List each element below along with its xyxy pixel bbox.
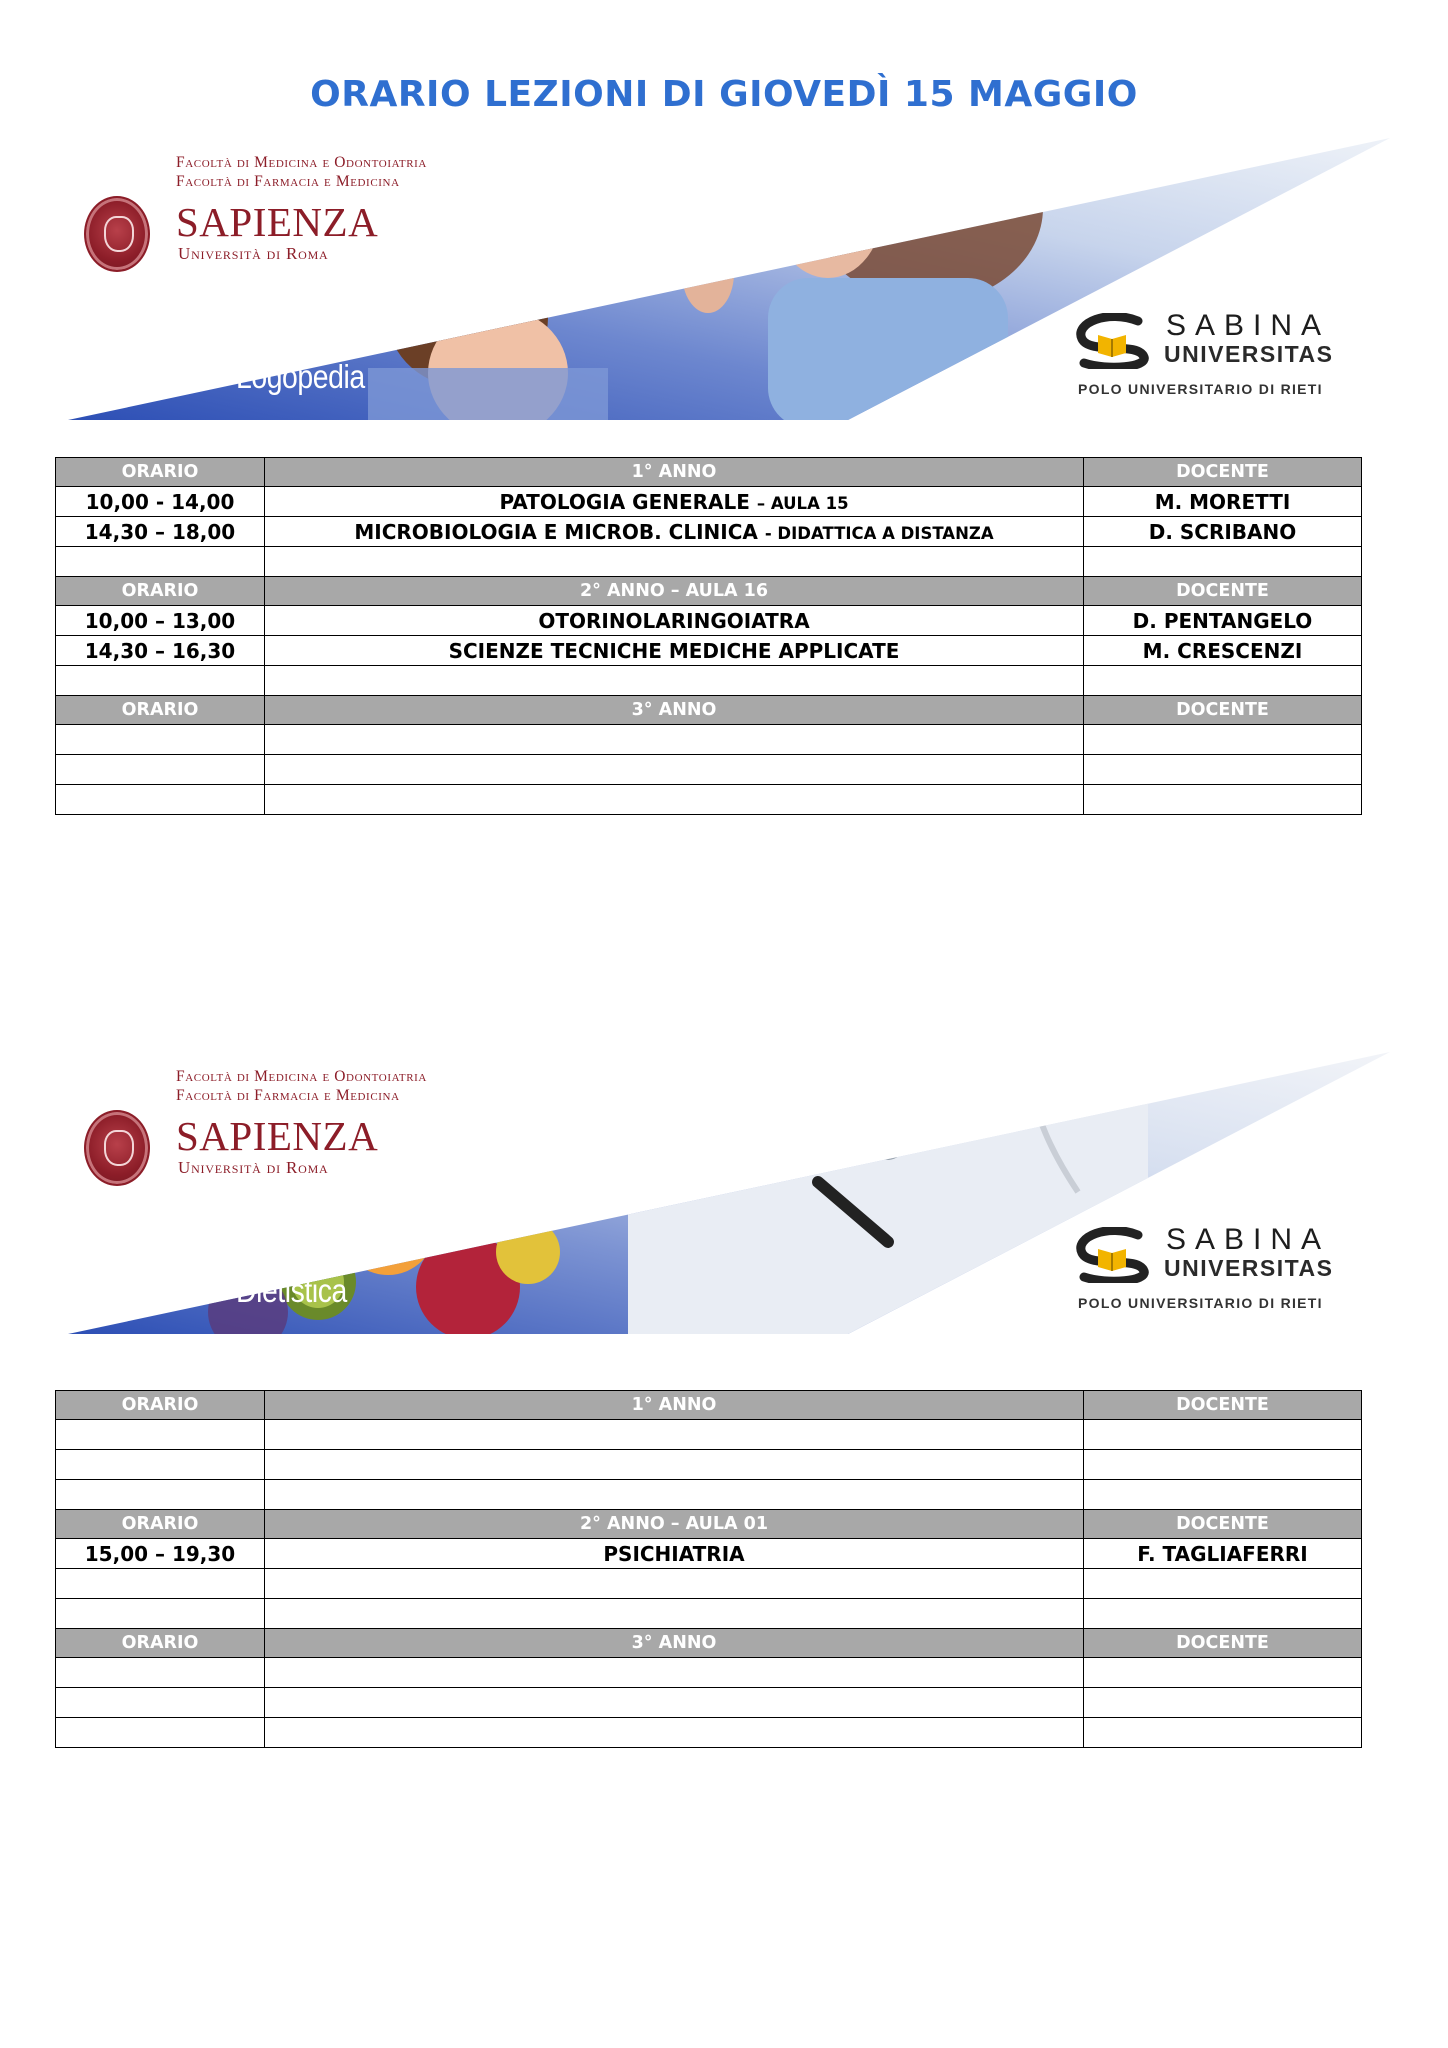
table-row bbox=[56, 1658, 1362, 1688]
table-row bbox=[56, 606, 1362, 636]
time-cell bbox=[56, 1569, 265, 1599]
time-cell bbox=[56, 1688, 265, 1718]
subject-cell bbox=[265, 666, 1084, 696]
table-row bbox=[56, 1480, 1362, 1510]
year-header: 2° ANNO – AULA 16 bbox=[265, 577, 1084, 606]
banner-dietistica bbox=[68, 1052, 1390, 1334]
subject-cell: SCIENZE TECNICHE MEDICHE APPLICATE bbox=[265, 636, 1084, 666]
partner-subtitle: UNIVERSITAS bbox=[1164, 341, 1334, 367]
table-header-row bbox=[56, 1391, 1362, 1420]
partner-name: SABINA bbox=[1166, 309, 1331, 342]
subject-cell bbox=[265, 1450, 1084, 1480]
teacher-cell: M. MORETTI bbox=[1084, 487, 1362, 517]
university-subtitle: Università di Roma bbox=[178, 244, 329, 263]
course-name: Dietistica bbox=[236, 1272, 347, 1309]
teacher-cell bbox=[1084, 547, 1362, 577]
time-cell bbox=[56, 1420, 265, 1450]
time-cell bbox=[56, 1480, 265, 1510]
table-row bbox=[56, 636, 1362, 666]
subject-cell bbox=[265, 1688, 1084, 1718]
teacher-cell: D. SCRIBANO bbox=[1084, 517, 1362, 547]
teacher-cell: M. CRESCENZI bbox=[1084, 636, 1362, 666]
teacher-cell bbox=[1084, 1599, 1362, 1629]
subject-cell bbox=[265, 487, 1084, 517]
teacher-header: DOCENTE bbox=[1084, 458, 1362, 487]
table-header-row bbox=[56, 577, 1362, 606]
sabina-book-icon bbox=[1068, 313, 1158, 369]
partner-subtitle: UNIVERSITAS bbox=[1164, 1255, 1334, 1281]
partner-tagline: POLO UNIVERSITARIO DI RIETI bbox=[1078, 1295, 1323, 1311]
teacher-cell bbox=[1084, 1688, 1362, 1718]
time-cell bbox=[56, 666, 265, 696]
time-cell: 14,30 – 16,30 bbox=[56, 636, 265, 666]
sapienza-seal-logo bbox=[84, 1110, 150, 1186]
table-row bbox=[56, 1718, 1362, 1748]
table-header-row bbox=[56, 696, 1362, 725]
teacher-cell bbox=[1084, 725, 1362, 755]
table-row bbox=[56, 1599, 1362, 1629]
table-row bbox=[56, 1688, 1362, 1718]
year-header: 1° ANNO bbox=[265, 1391, 1084, 1420]
time-cell: 10,00 - 14,00 bbox=[56, 487, 265, 517]
subject-cell bbox=[265, 517, 1084, 547]
time-cell bbox=[56, 547, 265, 577]
table-row bbox=[56, 1420, 1362, 1450]
table-row bbox=[56, 547, 1362, 577]
teacher-cell bbox=[1084, 785, 1362, 815]
year-header: 3° ANNO bbox=[265, 1629, 1084, 1658]
year-header: 3° ANNO bbox=[265, 696, 1084, 725]
sabina-universitas-logo bbox=[1068, 1217, 1388, 1327]
teacher-cell bbox=[1084, 1450, 1362, 1480]
table-row bbox=[56, 755, 1362, 785]
time-cell bbox=[56, 1658, 265, 1688]
time-cell bbox=[56, 1599, 265, 1629]
subject-cell bbox=[265, 755, 1084, 785]
table-header-row bbox=[56, 1510, 1362, 1539]
teacher-cell bbox=[1084, 1718, 1362, 1748]
teacher-cell bbox=[1084, 1569, 1362, 1599]
table-row bbox=[56, 1569, 1362, 1599]
time-header: ORARIO bbox=[56, 1391, 265, 1420]
subject-text: MICROBIOLOGIA E MICROB. CLINICA bbox=[354, 519, 758, 544]
time-header: ORARIO bbox=[56, 1629, 265, 1658]
banner-logopedia bbox=[68, 138, 1390, 420]
teacher-header: DOCENTE bbox=[1084, 577, 1362, 606]
subject-text: PATOLOGIA GENERALE bbox=[499, 489, 750, 514]
teacher-cell bbox=[1084, 666, 1362, 696]
time-header: ORARIO bbox=[56, 458, 265, 487]
subject-cell bbox=[265, 547, 1084, 577]
time-cell: 15,00 – 19,30 bbox=[56, 1539, 265, 1569]
table-header-row bbox=[56, 458, 1362, 487]
subject-cell bbox=[265, 785, 1084, 815]
faculty-line-1: Facoltà di Medicina e Odontoiatria bbox=[176, 154, 427, 171]
table-row bbox=[56, 785, 1362, 815]
time-cell bbox=[56, 1718, 265, 1748]
university-name: SAPIENZA bbox=[176, 1113, 379, 1159]
room-note: - DIDATTICA A DISTANZA bbox=[764, 523, 994, 543]
teacher-cell bbox=[1084, 1480, 1362, 1510]
subject-cell bbox=[265, 1480, 1084, 1510]
subject-cell bbox=[265, 725, 1084, 755]
teacher-header: DOCENTE bbox=[1084, 1391, 1362, 1420]
table-row bbox=[56, 725, 1362, 755]
faculty-line-2: Facoltà di Farmacia e Medicina bbox=[176, 1087, 400, 1104]
table-row bbox=[56, 487, 1362, 517]
teacher-header: DOCENTE bbox=[1084, 696, 1362, 725]
table-row bbox=[56, 1539, 1362, 1569]
sapienza-seal-logo bbox=[84, 196, 150, 272]
subject-cell: OTORINOLARINGOIATRA bbox=[265, 606, 1084, 636]
schedule-table-logopedia bbox=[55, 457, 1362, 815]
time-header: ORARIO bbox=[56, 577, 265, 606]
year-header: 2° ANNO – AULA 01 bbox=[265, 1510, 1084, 1539]
time-cell bbox=[56, 1450, 265, 1480]
teacher-header: DOCENTE bbox=[1084, 1510, 1362, 1539]
table-row bbox=[56, 517, 1362, 547]
faculty-line-1: Facoltà di Medicina e Odontoiatria bbox=[176, 1068, 427, 1085]
subject-cell bbox=[265, 1599, 1084, 1629]
teacher-header: DOCENTE bbox=[1084, 1629, 1362, 1658]
sabina-universitas-logo bbox=[1068, 303, 1388, 413]
course-name: Logopedia bbox=[236, 358, 365, 395]
university-subtitle: Università di Roma bbox=[178, 1158, 329, 1177]
table-row bbox=[56, 1450, 1362, 1480]
partner-name: SABINA bbox=[1166, 1223, 1331, 1256]
page-title: ORARIO LEZIONI DI GIOVEDÌ 15 MAGGIO bbox=[310, 74, 1138, 115]
subject-cell bbox=[265, 1569, 1084, 1599]
time-cell bbox=[56, 725, 265, 755]
teacher-cell bbox=[1084, 1658, 1362, 1688]
time-cell bbox=[56, 785, 265, 815]
teacher-cell bbox=[1084, 755, 1362, 785]
university-name: SAPIENZA bbox=[176, 199, 379, 245]
time-cell: 14,30 – 18,00 bbox=[56, 517, 265, 547]
partner-tagline: POLO UNIVERSITARIO DI RIETI bbox=[1078, 381, 1323, 397]
schedule-table-dietistica bbox=[55, 1390, 1362, 1748]
room-note: – AULA 15 bbox=[756, 493, 849, 513]
time-cell: 10,00 – 13,00 bbox=[56, 606, 265, 636]
time-cell bbox=[56, 755, 265, 785]
teacher-cell: D. PENTANGELO bbox=[1084, 606, 1362, 636]
sabina-book-icon bbox=[1068, 1227, 1158, 1283]
subject-cell bbox=[265, 1658, 1084, 1688]
subject-cell: PSICHIATRIA bbox=[265, 1539, 1084, 1569]
teacher-cell bbox=[1084, 1420, 1362, 1450]
table-row bbox=[56, 666, 1362, 696]
teacher-cell: F. TAGLIAFERRI bbox=[1084, 1539, 1362, 1569]
subject-cell bbox=[265, 1420, 1084, 1450]
time-header: ORARIO bbox=[56, 1510, 265, 1539]
time-header: ORARIO bbox=[56, 696, 265, 725]
faculty-line-2: Facoltà di Farmacia e Medicina bbox=[176, 173, 400, 190]
subject-cell bbox=[265, 1718, 1084, 1748]
year-header: 1° ANNO bbox=[265, 458, 1084, 487]
table-header-row bbox=[56, 1629, 1362, 1658]
